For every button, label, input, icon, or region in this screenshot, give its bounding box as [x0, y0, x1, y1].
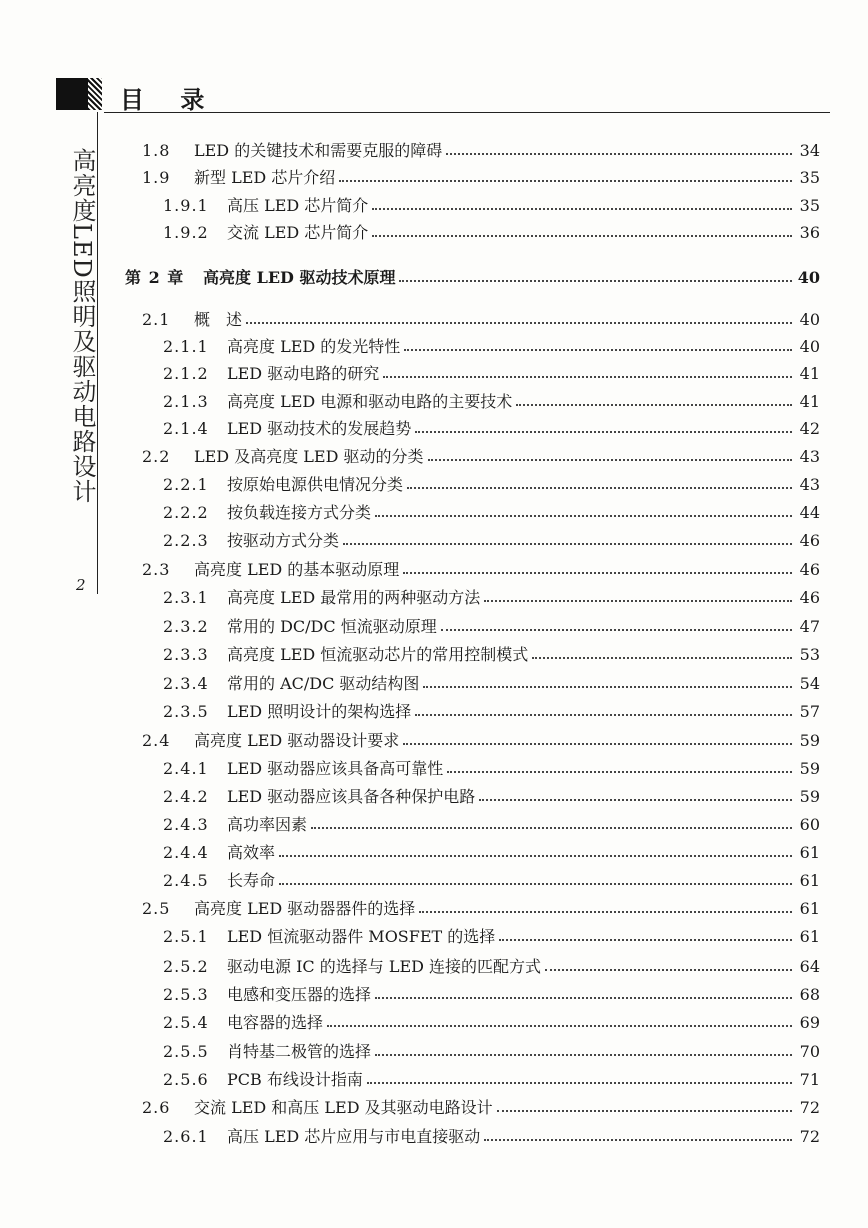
- toc-entry-title: 常用的 AC/DC 驱动结构图: [227, 674, 420, 693]
- toc-entry-page: 44: [799, 503, 820, 522]
- toc-entry: [163, 642, 820, 665]
- toc-entry-title: 长寿命: [227, 871, 276, 890]
- toc-entry-number: 2.5.6: [163, 1070, 209, 1089]
- toc-entry-number: 2.1.3: [163, 392, 209, 411]
- toc-entry-number: 2.6: [142, 1098, 171, 1117]
- toc-entry-page: 61: [799, 843, 820, 862]
- toc-dot-leader: [446, 153, 792, 155]
- toc-entry-title: 高亮度 LED 最常用的两种驱动方法: [227, 588, 481, 607]
- toc-dot-leader: [497, 1110, 792, 1112]
- toc-entry-number: 2.5: [142, 899, 171, 918]
- toc-entry-number: 2.6.1: [163, 1127, 209, 1146]
- toc-entry-page: 61: [799, 927, 820, 946]
- toc-entry-title: 高亮度 LED 驱动器器件的选择: [194, 899, 416, 918]
- toc-entry-title: 按负载连接方式分类: [227, 503, 372, 522]
- toc-entry-title: 电感和变压器的选择: [227, 985, 372, 1004]
- toc-entry-page: 46: [799, 588, 820, 607]
- toc-entry-page: 60: [799, 815, 820, 834]
- toc-entry-page: 43: [799, 475, 820, 494]
- toc-dot-leader: [403, 572, 792, 574]
- toc-entry: [163, 614, 820, 637]
- toc-entry-title: 交流 LED 和高压 LED 及其驱动电路设计: [194, 1098, 493, 1117]
- toc-dot-leader: [343, 543, 792, 545]
- toc-entry-number: 2.1.4: [163, 419, 209, 438]
- toc-entry: [163, 334, 820, 357]
- toc-entry: [163, 1010, 820, 1033]
- toc-entry: [163, 472, 820, 495]
- toc-entry-title: 高压 LED 芯片简介: [227, 196, 369, 215]
- toc-entry-page: 57: [799, 702, 820, 721]
- toc-entry-page: 40: [797, 268, 820, 287]
- toc-entry-title: LED 驱动技术的发展趋势: [227, 419, 412, 438]
- toc-entry: [142, 1095, 820, 1118]
- toc-entry-number: 2.5.4: [163, 1013, 209, 1032]
- toc-entry-title: 高亮度 LED 的基本驱动原理: [194, 560, 400, 579]
- toc-dot-leader: [399, 280, 792, 282]
- toc-entry-title: 高亮度 LED 驱动技术原理: [203, 268, 396, 287]
- toc-entry-title: 按原始电源供电情况分类: [227, 475, 404, 494]
- toc-entry-number: 1.8: [142, 141, 171, 160]
- toc-entry-page: 72: [799, 1098, 820, 1117]
- toc-dot-leader: [428, 459, 792, 461]
- toc-entry: [163, 784, 820, 807]
- toc-dot-leader: [419, 911, 792, 913]
- toc-entry: [163, 924, 820, 947]
- toc-entry-page: 71: [799, 1070, 820, 1089]
- toc-dot-leader: [499, 939, 792, 941]
- toc-entry-number: 2.2.2: [163, 503, 209, 522]
- toc-entry-number: 2.4.4: [163, 843, 209, 862]
- toc-entry-title: 高亮度 LED 的发光特性: [227, 337, 401, 356]
- toc-entry: [163, 982, 820, 1005]
- toc-entry: [163, 585, 820, 608]
- toc-entry-number: 2.1.2: [163, 364, 209, 383]
- toc-dot-leader: [407, 487, 792, 489]
- toc-entry: [163, 193, 820, 216]
- toc-entry: [142, 728, 820, 751]
- toc-dot-leader: [415, 431, 792, 433]
- toc-entry-number: 2.3.5: [163, 702, 209, 721]
- toc-entry-number: 2.3.1: [163, 588, 209, 607]
- toc-entry: [142, 165, 820, 188]
- toc-entry-number: 1.9: [142, 168, 171, 187]
- page-header-title: 目 录: [120, 85, 219, 114]
- toc-entry-page: 46: [799, 560, 820, 579]
- toc-entry-number: 2.2.1: [163, 475, 209, 494]
- page-number: 2: [76, 576, 86, 594]
- toc-entry-number: 2.3.3: [163, 645, 209, 664]
- toc-entry-number: 2.3.2: [163, 617, 209, 636]
- toc-entry-page: 54: [799, 674, 820, 693]
- toc-entry-title: 高功率因素: [227, 815, 308, 834]
- toc-entry: [163, 1039, 820, 1062]
- toc-entry-title: LED 驱动器应该具备高可靠性: [227, 759, 444, 778]
- toc-entry-page: 61: [799, 871, 820, 890]
- toc-entry-title: LED 的关键技术和需要克服的障碍: [194, 141, 443, 160]
- toc-entry: [163, 699, 820, 722]
- toc-entry: [163, 840, 820, 863]
- toc-dot-leader: [375, 1054, 792, 1056]
- toc-entry-page: 35: [799, 168, 820, 187]
- toc-dot-leader: [383, 376, 792, 378]
- toc-dot-leader: [447, 771, 792, 773]
- toc-entry-page: 53: [799, 645, 820, 664]
- toc-entry-title: 高压 LED 芯片应用与市电直接驱动: [227, 1127, 481, 1146]
- toc-entry-title: 高亮度 LED 驱动器设计要求: [194, 731, 400, 750]
- toc-entry: [163, 361, 820, 384]
- toc-dot-leader: [246, 322, 792, 324]
- toc-dot-leader: [372, 208, 792, 210]
- toc-entry-page: 40: [799, 310, 820, 329]
- toc-entry-page: 36: [799, 223, 820, 242]
- toc-dot-leader: [479, 799, 792, 801]
- toc-entry-title: 高效率: [227, 843, 276, 862]
- toc-entry-page: 61: [799, 899, 820, 918]
- toc-entry-number: 2.1.1: [163, 337, 209, 356]
- toc-entry: [163, 1067, 820, 1090]
- toc-entry: [163, 812, 820, 835]
- toc-entry-page: 40: [799, 337, 820, 356]
- toc-entry-number: 2.4.3: [163, 815, 209, 834]
- toc-entry-number: 2.4: [142, 731, 171, 750]
- toc-entry-page: 41: [799, 364, 820, 383]
- toc-entry: [142, 138, 820, 161]
- toc-entry-title: LED 恒流驱动器件 MOSFET 的选择: [227, 927, 496, 946]
- toc-entry-title: 概 述: [194, 310, 243, 329]
- toc-entry: [142, 307, 820, 330]
- toc-entry-number: 2.5.2: [163, 957, 209, 976]
- toc-entry-title: 高亮度 LED 恒流驱动芯片的常用控制模式: [227, 645, 529, 664]
- toc-dot-leader: [403, 743, 792, 745]
- toc-chapter-entry: [125, 265, 820, 288]
- toc-entry-title: LED 照明设计的架构选择: [227, 702, 412, 721]
- toc-entry: [163, 671, 820, 694]
- toc-entry-page: 59: [799, 731, 820, 750]
- toc-entry-number: 2.4.1: [163, 759, 209, 778]
- toc-entry-page: 42: [799, 419, 820, 438]
- toc-dot-leader: [279, 855, 792, 857]
- toc-entry-page: 69: [799, 1013, 820, 1032]
- toc-dot-leader: [311, 827, 792, 829]
- toc-entry-number: 2.2.3: [163, 531, 209, 550]
- toc-entry-title: LED 及高亮度 LED 驱动的分类: [194, 447, 424, 466]
- toc-dot-leader: [367, 1082, 792, 1084]
- toc-entry-page: 43: [799, 447, 820, 466]
- toc-entry-page: 72: [799, 1127, 820, 1146]
- toc-entry: [163, 528, 820, 551]
- toc-entry-number: 2.5.1: [163, 927, 209, 946]
- toc-dot-leader: [484, 600, 792, 602]
- toc-dot-leader: [375, 515, 792, 517]
- toc-entry: [163, 954, 820, 977]
- toc-entry-title: LED 驱动器应该具备各种保护电路: [227, 787, 476, 806]
- toc-entry-page: 46: [799, 531, 820, 550]
- toc-entry-page: 68: [799, 985, 820, 1004]
- toc-entry-title: 电容器的选择: [227, 1013, 324, 1032]
- toc-entry: [163, 416, 820, 439]
- toc-dot-leader: [484, 1139, 792, 1141]
- toc-entry-page: 41: [799, 392, 820, 411]
- toc-entry-page: 35: [799, 196, 820, 215]
- running-book-title: 高亮度LED照明及驱动电路设计: [68, 148, 96, 504]
- toc-entry-title: 肖特基二极管的选择: [227, 1042, 372, 1061]
- toc-dot-leader: [372, 235, 792, 237]
- toc-entry: [163, 1124, 820, 1147]
- toc-entry-number: 2.5.5: [163, 1042, 209, 1061]
- toc-entry: [163, 389, 820, 412]
- toc-entry-page: 70: [799, 1042, 820, 1061]
- toc-dot-leader: [327, 1025, 792, 1027]
- toc-entry-number: 1.9.2: [163, 223, 209, 242]
- toc-dot-leader: [423, 686, 792, 688]
- toc-dot-leader: [532, 657, 792, 659]
- toc-entry-title: 常用的 DC/DC 恒流驱动原理: [227, 617, 437, 636]
- toc-dot-leader: [279, 883, 792, 885]
- toc-entry: [163, 220, 820, 243]
- toc-dot-leader: [415, 714, 792, 716]
- toc-entry-title: 新型 LED 芯片介绍: [194, 168, 336, 187]
- toc-entry-number: 2.4.2: [163, 787, 209, 806]
- toc-entry: [163, 868, 820, 891]
- toc-entry-page: 47: [799, 617, 820, 636]
- toc-entry-number: 1.9.1: [163, 196, 209, 215]
- toc-entry-page: 59: [799, 787, 820, 806]
- toc-entry-title: 驱动电源 IC 的选择与 LED 连接的匹配方式: [227, 957, 542, 976]
- toc-entry-number: 2.2: [142, 447, 171, 466]
- toc-entry-number: 第 2 章: [125, 268, 185, 287]
- toc-dot-leader: [545, 969, 792, 971]
- toc-entry-number: 2.3: [142, 560, 171, 579]
- toc-entry-page: 34: [799, 141, 820, 160]
- toc-entry-title: 高亮度 LED 电源和驱动电路的主要技术: [227, 392, 513, 411]
- toc-entry-title: 按驱动方式分类: [227, 531, 340, 550]
- toc-dot-leader: [375, 997, 792, 999]
- toc-entry: [163, 756, 820, 779]
- toc-entry: [163, 500, 820, 523]
- toc-entry: [142, 896, 820, 919]
- toc-dot-leader: [516, 404, 792, 406]
- toc-dot-leader: [441, 629, 792, 631]
- toc-entry-title: LED 驱动电路的研究: [227, 364, 380, 383]
- toc-entry-title: 交流 LED 芯片简介: [227, 223, 369, 242]
- toc-entry-number: 2.3.4: [163, 674, 209, 693]
- toc-entry-number: 2.1: [142, 310, 171, 329]
- toc-entry: [142, 444, 820, 467]
- toc-entry-number: 2.4.5: [163, 871, 209, 890]
- toc-dot-leader: [339, 180, 792, 182]
- toc-entry-page: 64: [799, 957, 820, 976]
- toc-entry: [142, 557, 820, 580]
- toc-dot-leader: [404, 349, 792, 351]
- toc-entry-title: PCB 布线设计指南: [227, 1070, 363, 1089]
- toc-entry-page: 59: [799, 759, 820, 778]
- toc-entry-number: 2.5.3: [163, 985, 209, 1004]
